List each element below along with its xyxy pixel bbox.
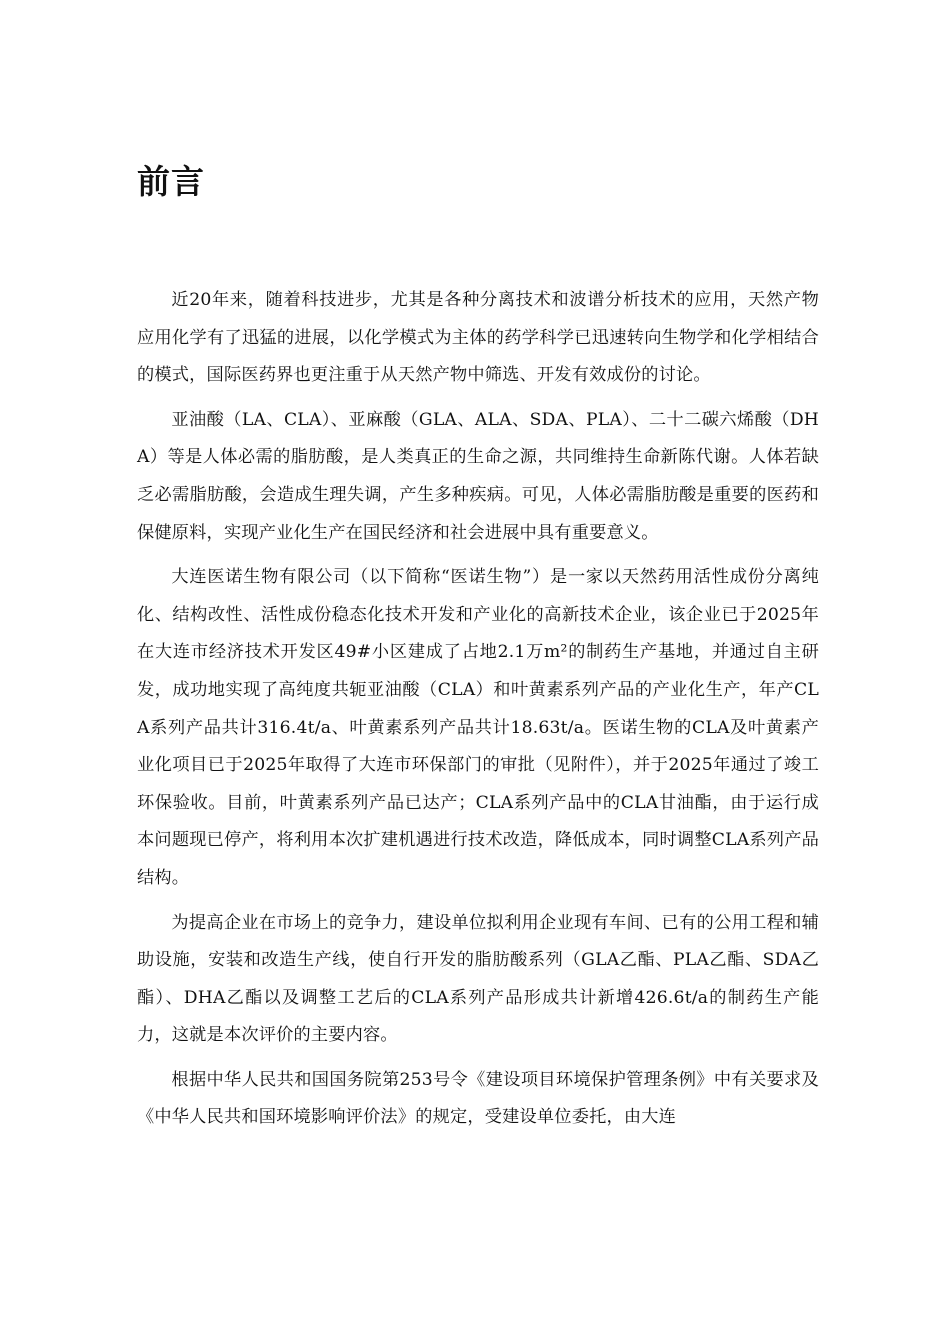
page-title: 前言 (137, 162, 205, 201)
paragraph-4: 为提高企业在市场上的竞争力，建设单位拟利用企业现有车间、已有的公用工程和辅助设施，安装和改造生产线，使自行开发的脂肪酸系列（GLA乙酯、PLA乙酯、SDA乙酯）、DHA乙酯以及调整工艺后的CLA系列产品形成共计新增426.6t/a的制药生产能力，这就是本次评价的主要内容。 (137, 912, 819, 1046)
paragraph-5: 根据中华人民共和国国务院第253号令《建设项目环境保护管理条例》中有关要求及《中华人民共和国环境影响评价法》的规定，受建设单位委托，由大连 (137, 1069, 819, 1128)
paragraph-1: 近20年来，随着科技进步，尤其是各种分离技术和波谱分析技术的应用，天然产物应用化学有了迅猛的进展，以化学模式为主体的药学科学已迅速转向生物学和化学相结合的模式，国际医药界也更注重于从天然产物中筛选、开发有效成份的讨论。 (137, 290, 819, 386)
document-body (137, 282, 819, 1144)
paragraph-3: 大连医诺生物有限公司（以下简称“医诺生物”）是一家以天然药用活性成份分离纯化、结构改性、活性成份稳态化技术开发和产业化的高新技术企业，该企业已于2025年在大连市经济技术开发区49#小区建成了占地2.1万m²的制药生产基地，并通过自主研发，成功地实现了高纯度共轭亚油酸（CLA）和叶黄素系列产品的产业化生产，年产CLA系列产品共计316.4t/a、叶黄素系列产品共计18.63t/a。医诺生物的CLA及叶黄素产业化项目已于2025年取得了大连市环保部门的审批（见附件），并于2025年通过了竣工环保验收。目前，叶黄素系列产品已达产；CLA系列产品中的CLA甘油酯，由于运行成本问题现已停产，将利用本次扩建机遇进行技术改造，降低成本，同时调整CLA系列产品结构。 (137, 567, 819, 888)
paragraph-2: 亚油酸（LA、CLA）、亚麻酸（GLA、ALA、SDA、PLA）、二十二碳六烯酸（DHA）等是人体必需的脂肪酸，是人类真正的生命之源，共同维持生命新陈代谢。人体若缺乏必需脂肪酸，会造成生理失调，产生多种疾病。可见，人体必需脂肪酸是重要的医药和保健原料，实现产业化生产在国民经济和社会进展中具有重要意义。 (137, 409, 819, 543)
